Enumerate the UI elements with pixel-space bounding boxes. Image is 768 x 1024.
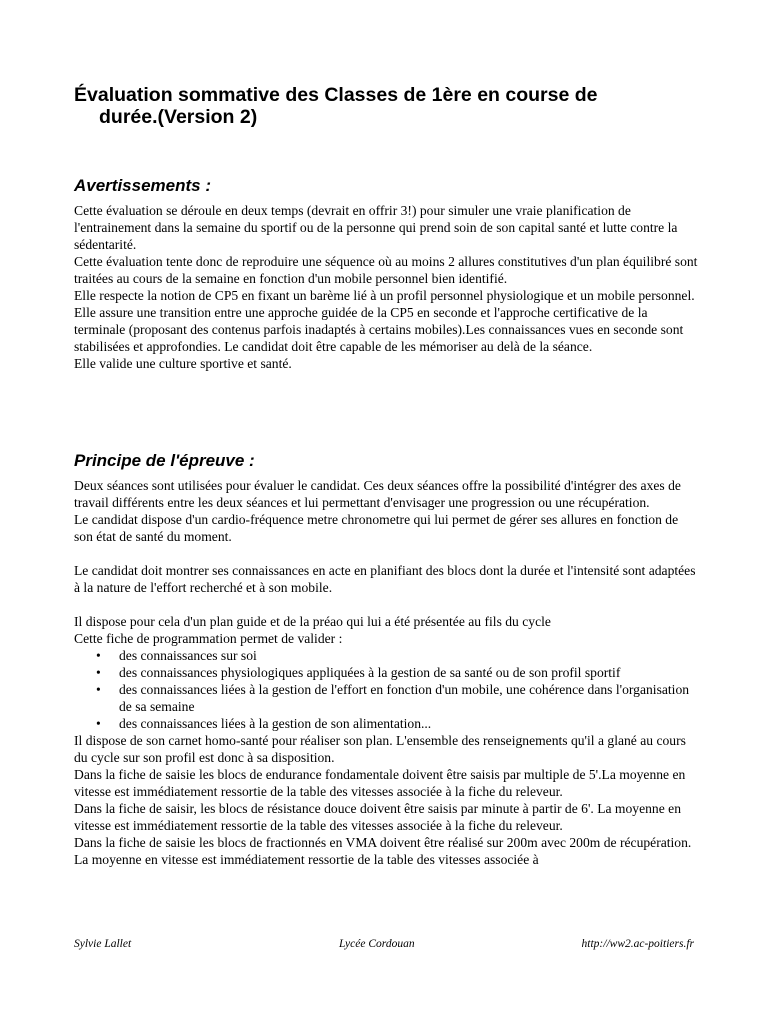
principe-paragraph: Deux séances sont utilisées pour évaluer le candidat. Ces deux séances offre la possibilité d'intégrer des axes de travail différents entre les deux séances et lui permettant d'envisager une progression ou une récupération. — [74, 478, 681, 510]
avertissements-paragraph: Cette évaluation se déroule en deux temps (devrait en offrir 3!) pour simuler une vraie planification de l'entrainement dans la semaine du sportif ou de la personne qui prend soin de son capital santé et lutte contre la sédentarité. — [74, 203, 678, 252]
list-item — [74, 681, 698, 715]
principe-paragraph: Il dispose pour cela d'un plan guide et de la préao qui lui a été présentée au fils du cycle — [74, 614, 551, 629]
principe-paragraph: Le candidat doit montrer ses connaissances en acte en planifiant des blocs dont la durée et l'intensité sont adaptées à la nature de l'effort recherché et à son mobile. — [74, 563, 696, 595]
list-item — [74, 715, 698, 732]
page-footer — [74, 936, 694, 952]
principe-paragraph: Il dispose de son carnet homo-santé pour réaliser son plan. L'ensemble des renseignements qu'il a glané au cours du cycle sur son profil est donc à sa disposition. — [74, 733, 686, 765]
document-title — [74, 84, 714, 128]
principe-paragraph: Dans la fiche de saisie les blocs de fractionnés en VMA doivent être réalisé sur 200m avec 200m de récupération. La moyenne en vitesse est immédiatement ressortie de la table des vitesses associée à — [74, 835, 692, 867]
principe-paragraph: Le candidat dispose d'un cardio-fréquence metre chronometre qui lui permet de gérer ses allures en fonction de son état de santé du moment. — [74, 512, 679, 544]
bullet-icon: • — [96, 665, 101, 680]
bullet-icon: • — [96, 682, 101, 697]
principe-paragraph: Cette fiche de programmation permet de valider : — [74, 631, 343, 646]
title-line-2: durée.(Version 2) — [99, 106, 258, 128]
footer-author: Sylvie Lallet — [74, 938, 132, 950]
principe-body — [74, 477, 698, 868]
avertissements-body — [74, 202, 698, 372]
list-item-text: des connaissances liées à la gestion de l'effort en fonction d'un mobile, une cohérence dans l'organisation de sa semaine — [119, 682, 690, 714]
principe-heading: Principe de l'épreuve : — [74, 451, 255, 470]
footer-url: http://ww2.ac-poitiers.fr — [581, 938, 694, 950]
bullet-icon: • — [96, 648, 101, 663]
list-item-text: des connaissances liées à la gestion de son alimentation... — [119, 716, 432, 731]
avertissements-paragraph: Elle valide une culture sportive et santé. — [74, 356, 292, 371]
list-item — [74, 664, 698, 681]
footer-school: Lycée Cordouan — [339, 938, 415, 950]
avertissements-paragraph: Cette évaluation tente donc de reproduire une séquence où au moins 2 allures constitutives d'un plan équilibré sont traitées au cours de la semaine en fonction d'un mobile personnel bien identifié. — [74, 254, 698, 286]
principe-paragraph: Dans la fiche de saisir, les blocs de résistance douce doivent être saisis par minute à partir de 6'. La moyenne en vitesse est immédiatement ressortie de la table des vitesses associée à la fiche du releveur. — [74, 801, 681, 833]
title-line-1: Évaluation sommative des Classes de 1ère en course de — [74, 84, 598, 106]
list-item — [74, 647, 698, 664]
avertissements-paragraph: Elle respecte la notion de CP5 en fixant un barème lié à un profil personnel physiologique et un mobile personnel. — [74, 288, 695, 303]
validation-list — [74, 647, 698, 732]
avertissements-heading: Avertissements : — [74, 176, 212, 195]
list-item-text: des connaissances physiologiques appliquées à la gestion de sa santé ou de son profil sportif — [119, 665, 621, 680]
principe-paragraph: Dans la fiche de saisie les blocs de endurance fondamentale doivent être saisis par multiple de 5'.La moyenne en vitesse est immédiatement ressortie de la table des vitesses associée à la fiche du releveur. — [74, 767, 686, 799]
avertissements-paragraph: Elle assure une transition entre une approche guidée de la CP5 en seconde et l'approche certificative de la terminale (proposant des contenus parfois inadaptés à certains mobiles).Les connaissances vues en seconde sont stabilisées et approfondies. Le candidat doit être capable de les mémoriser au delà de la séance. — [74, 305, 684, 354]
bullet-icon: • — [96, 716, 101, 731]
list-item-text: des connaissances sur soi — [119, 648, 257, 663]
